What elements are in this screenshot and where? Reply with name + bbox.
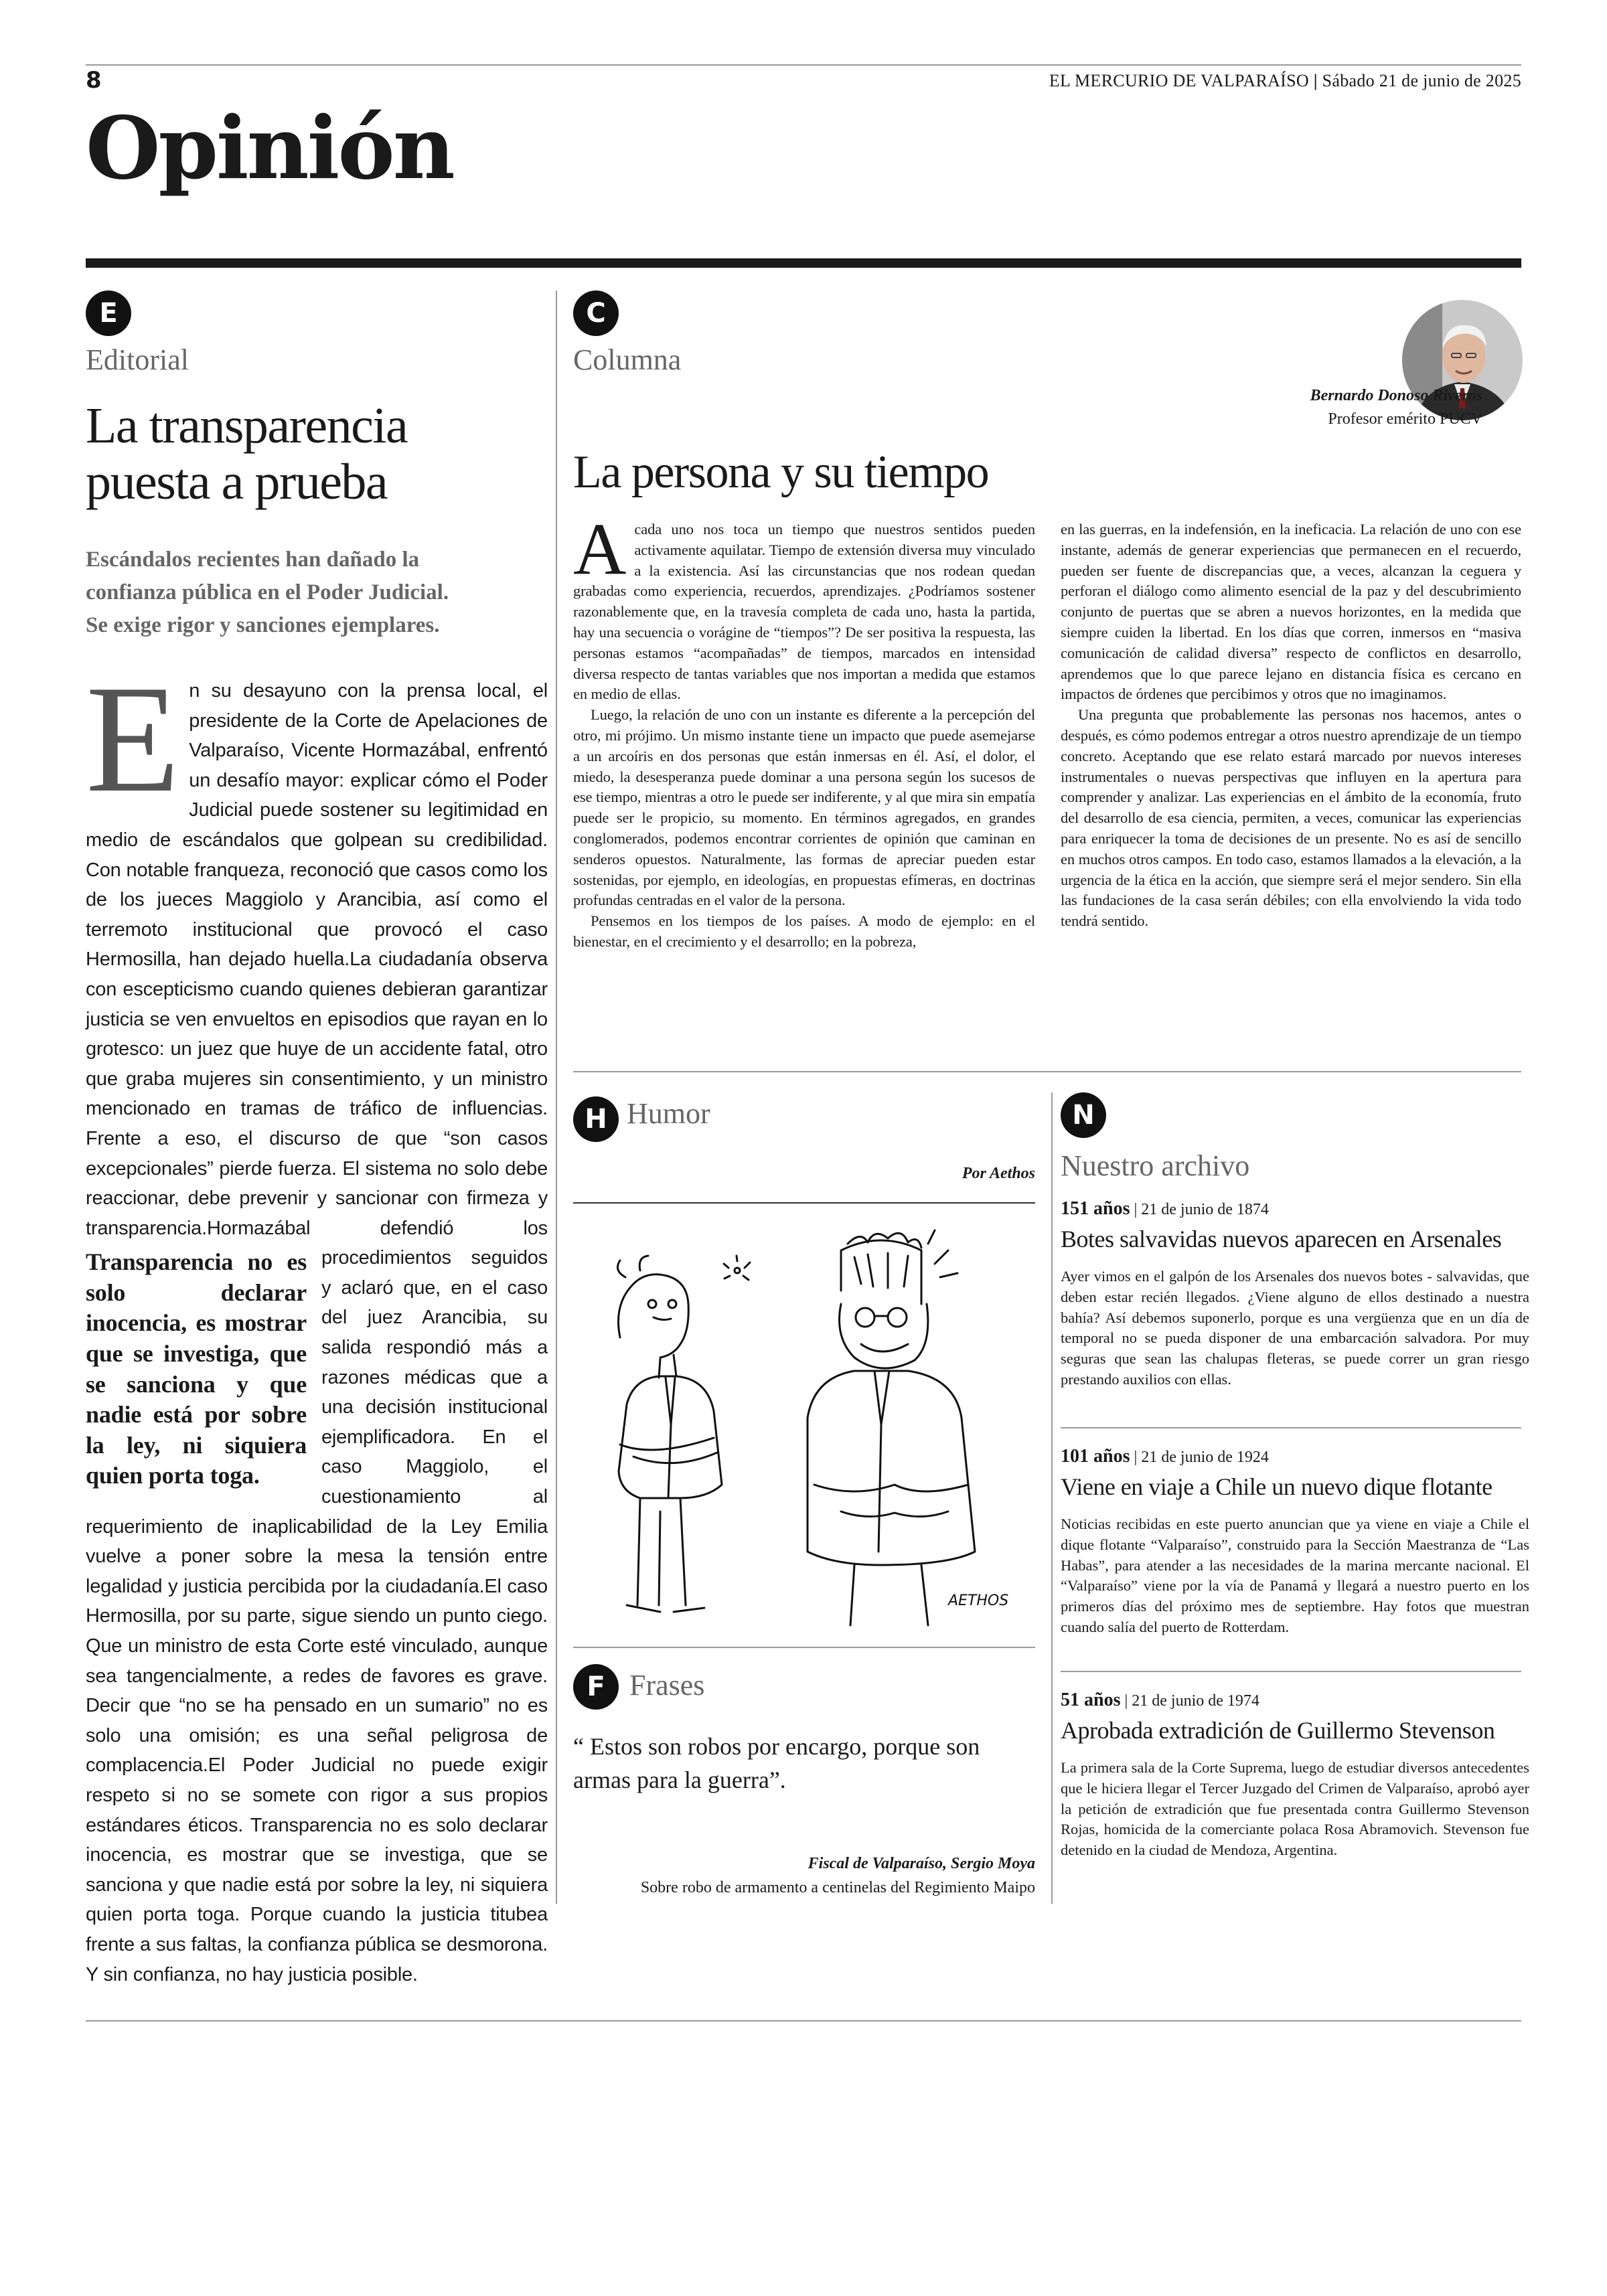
archivo-item: 51 años | 21 de junio de 1974 Aprobada extradición de Guillermo Stevenson La primera sala de la Corte Suprema, luego de estudiar diversos antecedentes que le hiciera llegar el Tercer Juzgado del Crimen de Valparaíso, aprobó ayer la petición de extradición que fue presentada contra Guillermo Stevenson Rojas, homicida de la comerciante polaca Rosa Abramovich. Stevenson fue detenido en la ciudad de Mendoza, Argentina. bbox=[1061, 1690, 1521, 1861]
archivo-label: Nuestro archivo bbox=[1061, 1149, 1250, 1182]
column-label: Columna bbox=[573, 343, 682, 376]
archivo-years: 101 años bbox=[1061, 1446, 1130, 1467]
archivo-divider bbox=[1061, 1671, 1521, 1672]
editorial-headline bbox=[86, 398, 514, 510]
archivo-divider bbox=[1061, 1427, 1521, 1428]
column-paragraph: Pensemos en los tiempos de los países. A modo de ejemplo: en el bienestar, en el crecimiento y el desarrollo; en la pobreza, bbox=[573, 912, 1035, 950]
archivo-body: Noticias recibidas en este puerto anuncian que ya viene en viaje a Chile el dique flotante “Valparaíso”, construido para la Sección Maestranza de “Las Habas”, para atender a las necesidades de la marina mercante nacional. El “Valparaíso” viene por la vía de Panamá y llegará a nuestro puerto en los primeros días del próximo mes de septiembre. Hay fotos que muestran cuando salía del puerto de Rotterdam. bbox=[1061, 1515, 1529, 1635]
editorial-deck-line: confianza pública en el Poder Judicial. bbox=[86, 580, 449, 604]
editorial-label: Editorial bbox=[86, 343, 189, 376]
archivo-title: Viene en viaje a Chile un nuevo dique flotante bbox=[1061, 1473, 1493, 1500]
column-text-right bbox=[1061, 519, 1521, 932]
column-paragraph-text: cada uno nos toca un tiempo que nuestros sentidos pueden activamente aquilatar. Tiempo de extensión diversa muy vinculado a la existencia. Así las circunstancias que nos rodean quedan grabadas como experiencia, recuerdos, aprendizajes. ¿Podríamos sostener razonablemente que, en la travesía completa de cada uno, hasta la partida, hay una secuencia o vorágine de “tiempos”? De ser positiva la respuesta, las personas estamos “acompañadas” de tiempos, marcados en intensidad diversa respecto de tantas variables que nos importan a medida que estamos en medio de ellas. bbox=[573, 521, 1035, 703]
archivo-date: 21 de junio de 1874 bbox=[1141, 1201, 1269, 1218]
humor-label: Humor bbox=[627, 1097, 710, 1130]
cartoon-signature: AETHOS bbox=[948, 1592, 1009, 1609]
column-badge: C bbox=[573, 291, 619, 336]
humor-credit: Por Aethos bbox=[962, 1165, 1035, 1182]
column-paragraph bbox=[573, 508, 1035, 705]
author-title: Profesor emérito PUCV bbox=[1328, 410, 1482, 428]
publication-name: EL MERCURIO DE VALPARAÍSO bbox=[1049, 71, 1309, 90]
humor-badge: H bbox=[573, 1096, 619, 1142]
editorial-deck-line: Se exige rigor y sanciones ejemplares. bbox=[86, 613, 440, 637]
archivo-body: Ayer vimos en el galpón de los Arsenales dos nuevos botes - salvavidas, que deben estar recién llegados. ¿Viene alguno de ellos destinado a nuestra bahía? Así debemos suponerlo, porque es una vergüenza que en un día de temporal no se pueda disponer de una embarcación salvadora. Por muy seguras que sean las chalupas fleteras, se puede correr un gran riesgo prestando auxilios con ellas. bbox=[1061, 1268, 1529, 1388]
top-rule bbox=[86, 64, 1521, 66]
frases-quote: “ Estos son robos por encargo, porque son armas para la guerra”. bbox=[573, 1733, 980, 1793]
frases-source: Fiscal de Valparaíso, Sergio Moya bbox=[808, 1855, 1035, 1872]
editorial-pullquote: Transparencia no es solo declarar inocencia, es mostrar que se investiga, que se sanciona y que nadie está por sobre la ley, ni siquiera quien porta toga. bbox=[86, 1248, 307, 1489]
archivo-date: 21 de junio de 1924 bbox=[1141, 1449, 1269, 1466]
editorial-headline-line: La transparencia bbox=[86, 398, 408, 454]
column-divider-right bbox=[1051, 1092, 1053, 1904]
editorial-headline-line: puesta a prueba bbox=[86, 454, 388, 510]
page-number: 8 bbox=[86, 67, 102, 94]
editorial-text-part2: los procedimientos seguidos y aclaró que, en el caso del juez Arancibia, su salida respondió más a razones médicas que a una decisión institucional ejemplificadora. En el caso Maggiolo, el cuestionamiento al requerimiento de inaplicabilidad de la Ley Emilia vuelve a poner sobre la mesa la tensión entre legalidad y justicia percibida por la ciudadanía.El caso Hermosilla, por su parte, sigue siendo un punto ciego. Que un ministro de esta Corte esté vinculado, aunque sea tangencialmente, a redes de favores es grave. Decir que “no se ha pensado en un sumario” no es solo una omisión; es una señal peligrosa de complacencia.El Poder Judicial no puede exigir respeto si no se somete con rigor a sus propios estándares éticos. Transparencia no es solo declarar inocencia, es mostrar que se investiga, que se sanciona y que nadie está por sobre la ley, ni siquiera quien porta toga. Porque cuando la justicia titubea frente a sus faltas, la confianza pública se desmorona. Y sin confianza, no hay justicia posible. bbox=[86, 1217, 548, 1985]
author-byline bbox=[1310, 384, 1482, 431]
frases-badge: F bbox=[573, 1664, 619, 1710]
archivo-body: La primera sala de la Corte Suprema, luego de estudiar diversos antecedentes que le hiciera llegar el Tercer Juzgado del Crimen de Valparaíso, aprobó ayer la petición de extradición que fue presentada contra Guillermo Stevenson Rojas, homicida de la comerciante polaca Rosa Abramovich. Stevenson fue detenido en la ciudad de Mendoza, Argentina. bbox=[1061, 1759, 1529, 1859]
archivo-date: 21 de junio de 1974 bbox=[1132, 1692, 1259, 1710]
archivo-years: 151 años bbox=[1061, 1198, 1130, 1219]
editorial-dropcap: E bbox=[86, 653, 180, 824]
column-paragraph: Luego, la relación de uno con un instante es diferente a la percepción del otro, mi prójimo. Un mismo instante tiene un impacto que puede asemejarse a un arcoíris en dos personas que están inmersas en él. Así, el dolor, el miedo, la desesperanza puede dominar a una persona según los sucesos de ese tiempo, mientras a otro le puede ser indiferente, y al que mira sin empatía puede ser le propicio, su momento. En términos agregados, en grandes conglomerados, podemos encontrar corrientes de opinión que caminan en senderos opuestos. Naturalmente, las formas de apreciar pueden estar sostenidas, por ejemplo, en ideologías, en propuestas efímeras, en doctrinas profundas centradas en el valor de la persona. bbox=[573, 706, 1035, 909]
editorial-badge: E bbox=[86, 291, 131, 336]
frases-source-block bbox=[641, 1852, 1035, 1900]
column-text-left bbox=[573, 508, 1035, 953]
column-bottom-rule bbox=[573, 1071, 1521, 1072]
column-divider-left bbox=[556, 291, 557, 1904]
editorial-body bbox=[86, 653, 548, 1989]
cartoon-illustration bbox=[573, 1204, 1035, 1632]
section-rule bbox=[86, 258, 1521, 268]
archivo-years: 51 años bbox=[1061, 1690, 1121, 1710]
frases-label: Frases bbox=[629, 1669, 705, 1702]
author-name: Bernardo Donoso Riveros bbox=[1310, 387, 1482, 404]
footer-rule bbox=[86, 2020, 1521, 2022]
humor-bottom-rule bbox=[573, 1647, 1035, 1648]
publication-info: EL MERCURIO DE VALPARAÍSO | Sábado 21 de junio de 2025 bbox=[1049, 71, 1521, 90]
column-dropcap: A bbox=[573, 508, 627, 590]
archivo-item: 101 años | 21 de junio de 1924 Viene en viaje a Chile un nuevo dique flotante Noticias recibidas en este puerto anuncian que ya viene en viaje a Chile el dique flotante “Valparaíso”, construido para la Sección Maestranza de “Las Habas”, para atender a las necesidades de la marina mercante nacional. El “Valparaíso” viene por la vía de Panamá y llegará a nuestro puerto en los primeros días del próximo mes de septiembre. Hay fotos que muestran cuando salía del puerto de Rotterdam. bbox=[1061, 1446, 1521, 1638]
frases-context: Sobre robo de armamento a centinelas del Regimiento Maipo bbox=[640, 1879, 1035, 1896]
editorial-text-part1: n su desayuno con la prensa local, el presidente de la Corte de Apelaciones de Valparaíso, Vicente Hormazábal, enfrentó un desafío mayor: explicar cómo el Poder Judicial puede sostener su legitimidad en medio de escándalos que golpean su credibilidad. Con notable franqueza, reconoció que casos como los de los jueces Maggiolo y Arancibia, así como el terremoto institucional que provocó el caso Hermosilla, han dejado huella.La ciudadanía observa con escepticismo cuando quienes debieran garantizar justicia se ven envueltos en episodios que rayan en lo grotesco: un juez que huye de un accidente fatal, otro que graba mujeres sin consentimiento, y un ministro mencionado en tramas de tráfico de influencias. Frente a eso, el discurso de que “son casos excepcionales” pierde fuerza. El sistema no solo debe reaccionar, debe prevenir y sancionar con firmeza y transparencia.Hormazábal defendió bbox=[86, 680, 548, 1239]
editorial-deck bbox=[86, 544, 541, 642]
column-paragraph: Una pregunta que probablemente las personas nos hacemos, antes o después, es cómo podemos entregar a otros nuestro aprendizaje de un tiempo concreto. Aceptando que ese relato estará marcado por nuevos intereses instrumentales o nuevas perspectivas que influyen en la apertura para comprender y analizar. Las experiencias en el ámbito de la economía, fruto del desarrollo de esa ciencia, permiten, a veces, comunicar las experiencias para enriquecer la toma de decisiones de un presente. No es así de sencillo en muchos otros campos. En todo caso, estamos llamados a la elevación, a la urgencia de la ética en la acción, que siempre será el mejor sendero. Sin ella las fundaciones de la casa serán débiles; con ella envolviendo la vida todo tendrá sentido. bbox=[1061, 706, 1521, 930]
archivo-item: 151 años | 21 de junio de 1874 Botes salvavidas nuevos aparecen en Arsenales Ayer vimos en el galpón de los Arsenales dos nuevos botes - salvavidas, que deben estar recién llegados. ¿Viene alguno de ellos destinado a nuestra bahía? Así debemos suponerlo, porque es una vergüenza que en un día de temporal no se pueda disponer de una embarcación salvadora. Por muy seguras que sean las chalupas fleteras, se puede correr un gran riesgo prestando auxilios con ellas. bbox=[1061, 1198, 1521, 1390]
archivo-title: Aprobada extradición de Guillermo Stevenson bbox=[1061, 1717, 1495, 1744]
publication-date: Sábado 21 de junio de 2025 bbox=[1322, 71, 1521, 90]
column-paragraph: en las guerras, en la indefensión, en la ineficacia. La relación de uno con ese instante, además de generar experiencias que permanecen en el recuerdo, pueden ser fuente de discrepancias que, a veces, alcanzan la ceguera y perforan el diálogo como alimento esencial de la paz y del descubrimiento conjunto de puertas que se abren a nuevos horizontes, en la medida que siempre cuiden la libertad. En los días que corren, inmersos en “masiva comunicación de calidad diversa” respecto de conflictos en desarrollo, aprendemos que lo que parece lejano en distancia física es cercano en impactos de órdenes que percibimos y otros que no imaginamos. bbox=[1061, 521, 1521, 703]
column-headline: La persona y su tiempo bbox=[573, 446, 989, 498]
archivo-badge: N bbox=[1061, 1092, 1106, 1138]
section-title: Opinión bbox=[86, 98, 453, 199]
archivo-title: Botes salvavidas nuevos aparecen en Arsenales bbox=[1061, 1226, 1502, 1252]
editorial-deck-line: Escándalos recientes han dañado la bbox=[86, 548, 420, 572]
humor-cartoon bbox=[573, 1202, 1035, 1633]
